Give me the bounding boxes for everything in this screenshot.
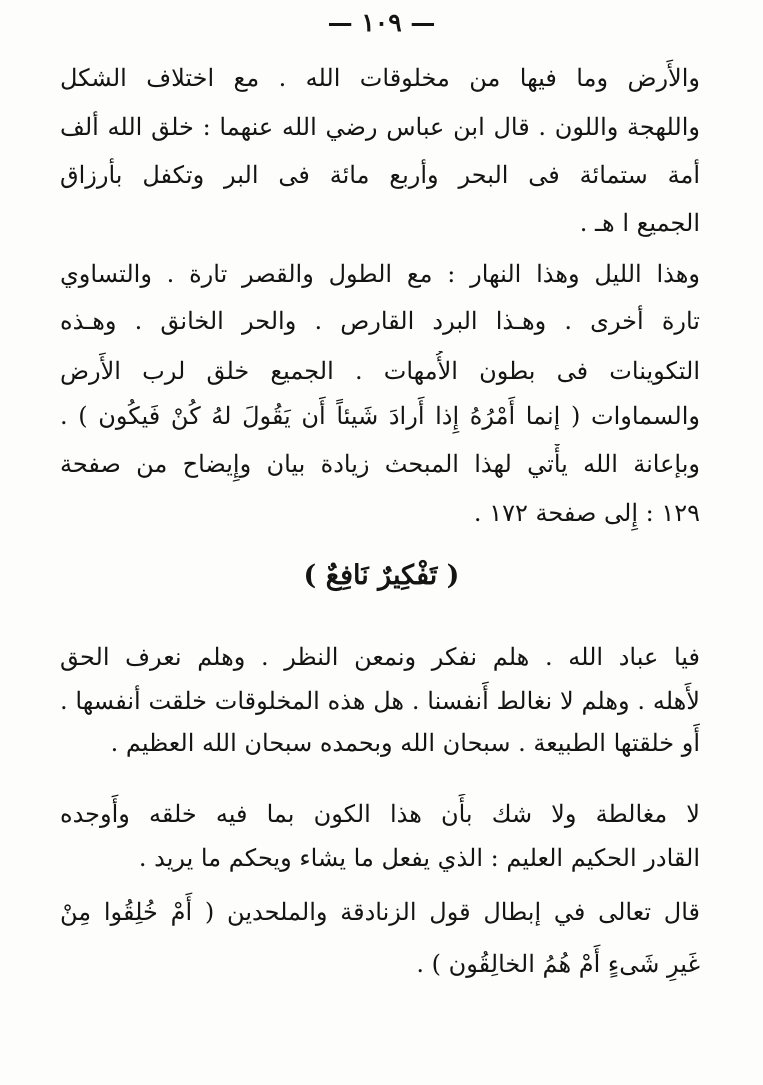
text-line: فيا عباد الله . هلم نفكر ونمعن النظر . وهلم نعرف الحق [60,643,700,671]
text-line: وهذا الليل وهذا النهار : مع الطول والقصر تارة . والتساوي [60,260,700,288]
text-line: لا مغالطة ولا شك بأَن هذا الكون بما فيه خلقه وأَوجده [60,800,700,828]
text-line: تارة أخرى . وهـذا البرد القارص . والحر الخانق . وهـذه [60,307,700,335]
text-line: لأَهله . وهلم لا نغالط أَنفسنا . هل هذه المخلوقات خلقت أنفسها . [60,687,700,715]
text-line: التكوينات فى بطون الأُمهات . الجميع خلق لرب الأَرض [60,357,700,385]
text-line: واللهجة واللون . قال ابن عباس رضي الله عنهما : خلق الله ألف [60,113,700,141]
text-line: قال تعالى في إبطال قول الزنادقة والملحدين ( أَمْ خُلِقُوا مِنْ [60,898,700,926]
text-line: والسماوات ( إنما أَمْرُهُ إِذا أَرادَ شَيئاً أَن يَقُولَ لهُ كُنْ فَيكُون ) . [60,402,700,430]
text-line: أمة ستمائة فى البحر وأربع مائة فى البر وتكفل بأرزاق [60,161,700,189]
text-line: وبإعانة الله يأْتي لهذا المبحث زيادة بيان وإِيضاح من صفحة [60,450,700,478]
text-line: القادر الحكيم العليم : الذي يفعل ما يشاء ويحكم ما يريد . [138,844,700,872]
text-line: ١٢٩ : إِلى صفحة ١٧٢ . [473,499,700,527]
text-line: غَيرِ شَىءٍ أَمْ هُمُ الخالِقُون ) . [416,950,700,978]
text-line: الجميع ا هـ . [579,209,700,237]
page-number: — ١٠٩ — [327,8,436,37]
text-line: أَو خلقتها الطبيعة . سبحان الله وبحمده سبحان الله العظيم . [110,729,700,757]
section-heading: ( تَفْكِيرٌ نَافِعٌ ) [303,560,460,591]
text-line: والأَرض وما فيها من مخلوقات الله . مع اختلاف الشكل [60,64,700,92]
